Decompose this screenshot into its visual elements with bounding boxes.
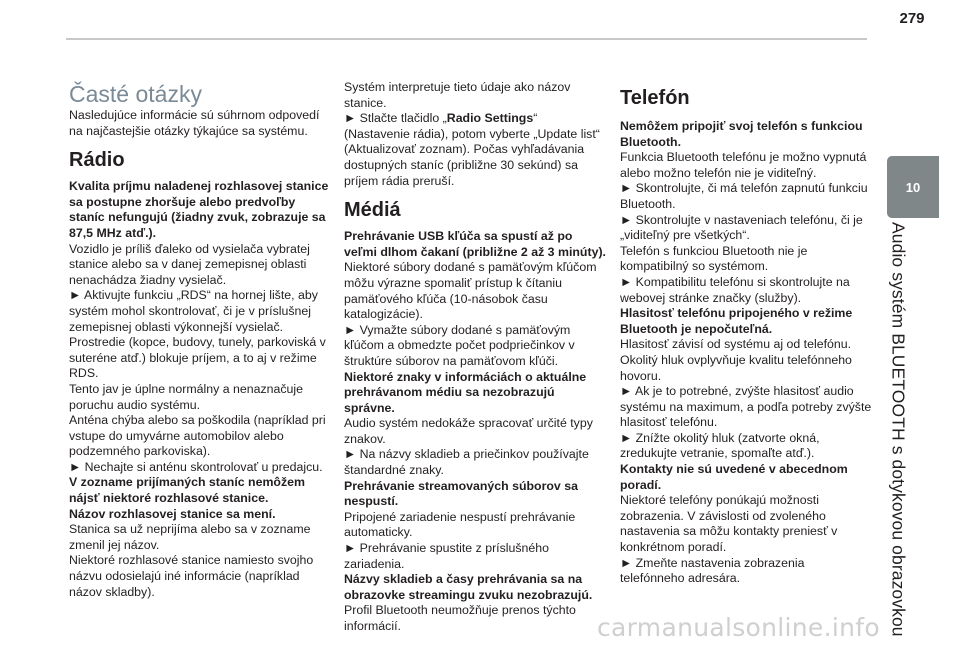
- faq-heading: Časté otázky: [69, 81, 202, 107]
- answer-text: ► Nechajte si anténu skontrolovať u predajcu.: [69, 459, 323, 474]
- answer-text: Prostredie (kopce, budovy, tunely, parkoviská v suteréne atď.) blokuje príjem, a to aj v režime RDS.: [69, 335, 326, 381]
- chapter-number: 10: [905, 179, 921, 195]
- question: Niektoré znaky v informáciách o aktuálne prehrávanom médiu sa nezobrazujú správne.: [344, 369, 587, 415]
- page-number: 279: [899, 10, 925, 27]
- watermark: carmanualsonline.info: [597, 613, 880, 642]
- answer-text: ► Ak je to potrebné, zvýšte hlasitosť audio systému na maximum, a podľa potreby zvýšte hlasitosť telefónu.: [620, 384, 872, 430]
- answer-text: ► Aktivujte funkciu „RDS“ na hornej lište, aby systém mohol skontrolovať, či je v príslušnej zemepisnej oblasti výkonnejší vysielač.: [69, 288, 318, 334]
- answer-text: Stanica sa už neprijíma alebo sa v zozname zmenil jej názov.: [69, 522, 311, 552]
- chapter-title: Audio systém BLUETOOTH s dotykovou obrazovkou: [888, 222, 909, 637]
- section-heading-media: Médiá: [344, 199, 401, 222]
- answer-text: ► Zmeňte nastavenia zobrazenia telefónneho adresára.: [620, 555, 805, 586]
- section-heading-radio: Rádio: [69, 149, 125, 172]
- section-heading-phone: Telefón: [620, 87, 690, 109]
- question: Hlasitosť telefónu pripojeného v režime Bluetooth je nepočuteľná.: [620, 306, 853, 336]
- header-rule: [66, 38, 867, 40]
- answer-text: Pripojené zariadenie nespustí prehrávanie automaticky.: [344, 509, 576, 540]
- intro-text: Nasledujúce informácie sú súhrnom odpovedí na najčastejšie otázky týkajúce sa systému.: [69, 108, 320, 138]
- answer-text: Niektoré súbory dodané s pamäťovým kľúčom môžu výrazne spomaliť prístup k čítaniu pamäťového kľúča (10-násobok času katalogizácie).: [344, 260, 597, 322]
- answer-text: ► Znížte okolitý hluk (zatvorte okná, zredukujte vetranie, spomaľte atď.).: [620, 430, 820, 461]
- question: Názvy skladieb a časy prehrávania sa na obrazovke streamingu zvuku nezobrazujú.: [344, 572, 593, 602]
- answer-text-with-button: [344, 111, 606, 189]
- text-fragment: ► Stlačte tlačidlo „: [344, 111, 447, 126]
- answer-text: ► Prehrávanie spustite z príslušného zariadenia.: [344, 541, 550, 571]
- answer-text: ► Na názvy skladieb a priečinkov používajte štandardné znaky.: [344, 447, 589, 478]
- radio-settings-label: Radio Settings: [446, 111, 534, 126]
- answer-text: Anténa chýba alebo sa poškodila (napríklad pri vstupe do umyvárne automobilov alebo podzemného parkoviska).: [69, 413, 326, 459]
- answer-text: Okolitý hluk ovplyvňuje kvalitu telefónneho hovoru.: [620, 352, 852, 383]
- answer-text: Vozidlo je príliš ďaleko od vysielača vybratej stanice alebo sa v danej zemepisnej oblasti nenachádza žiadny vysielač.: [69, 241, 310, 287]
- column-1: [69, 80, 331, 600]
- text-fragment: “ (Nastavenie rádia), potom vyberte „Update list“ (Aktualizovať zoznam). Počas vyhľadávania dostupných staníc (približne 30 sekúnd) sa príjem rádia preruší.: [344, 111, 600, 188]
- answer-text: ► Skontrolujte, či má telefón zapnutú funkciu Bluetooth.: [620, 181, 868, 211]
- answer-text: Niektoré telefóny ponúkajú možnosti zobrazenia. V závislosti od zvoleného nastavenia sa môžu kontakty preniesť v konkrétnom poradí.: [620, 493, 838, 555]
- answer-text: ► Kompatibilitu telefónu si skontrolujte na webovej stránke značky (služby).: [620, 274, 850, 305]
- question: Názov rozhlasovej stanice sa mení.: [69, 506, 276, 521]
- answer-text: Niektoré rozhlasové stanice namiesto svojho názvu odosielajú iné informácie (napríklad názov skladby).: [69, 553, 314, 599]
- question: Kontakty nie sú uvedené v abecednom poradí.: [620, 462, 848, 492]
- column-2: [344, 80, 606, 635]
- column-3: [620, 80, 872, 587]
- chapter-title-vertical: [884, 222, 912, 637]
- question: V zozname prijímaných staníc nemôžem nájsť niektoré rozhlasové stanice.: [69, 475, 305, 506]
- answer-text: Audio systém nedokáže spracovať určité typy znakov.: [344, 416, 593, 446]
- answer-text: Hlasitosť závisí od systému aj od telefónu.: [620, 337, 852, 352]
- question: Prehrávanie USB kľúča sa spustí až po veľmi dlhom čakaní (približne 2 až 3 minúty).: [344, 229, 606, 259]
- answer-text: Profil Bluetooth neumožňuje prenos týchto informácií.: [344, 603, 576, 633]
- answer-text: ► Skontrolujte v nastaveniach telefónu, či je „viditeľný pre všetkých“.: [620, 212, 863, 243]
- question: Nemôžem pripojiť svoj telefón s funkciou Bluetooth.: [620, 119, 863, 149]
- answer-text: Telefón s funkciou Bluetooth nie je kompatibilný so systémom.: [620, 243, 808, 274]
- answer-text: Funkcia Bluetooth telefónu je možno vypnutá alebo možno telefón nie je viditeľný.: [620, 150, 867, 180]
- question: Kvalita príjmu naladenej rozhlasovej stanice sa postupne zhoršuje alebo predvoľby staníc nefungujú (žiadny zvuk, zobrazuje sa 87,5 MHz atď.).: [69, 179, 329, 240]
- answer-text: Tento jav je úplne normálny a nenaznačuje poruchu audio systému.: [69, 381, 304, 412]
- question: Prehrávanie streamovaných súborov sa nespustí.: [344, 478, 578, 509]
- answer-text: ► Vymažte súbory dodané s pamäťovým kľúčom a obmedzte počet podpriečinkov v štruktúre súborov na pamäťovom kľúči.: [344, 322, 575, 368]
- chapter-tab: [887, 156, 939, 218]
- answer-text: Systém interpretuje tieto údaje ako názov stanice.: [344, 80, 571, 110]
